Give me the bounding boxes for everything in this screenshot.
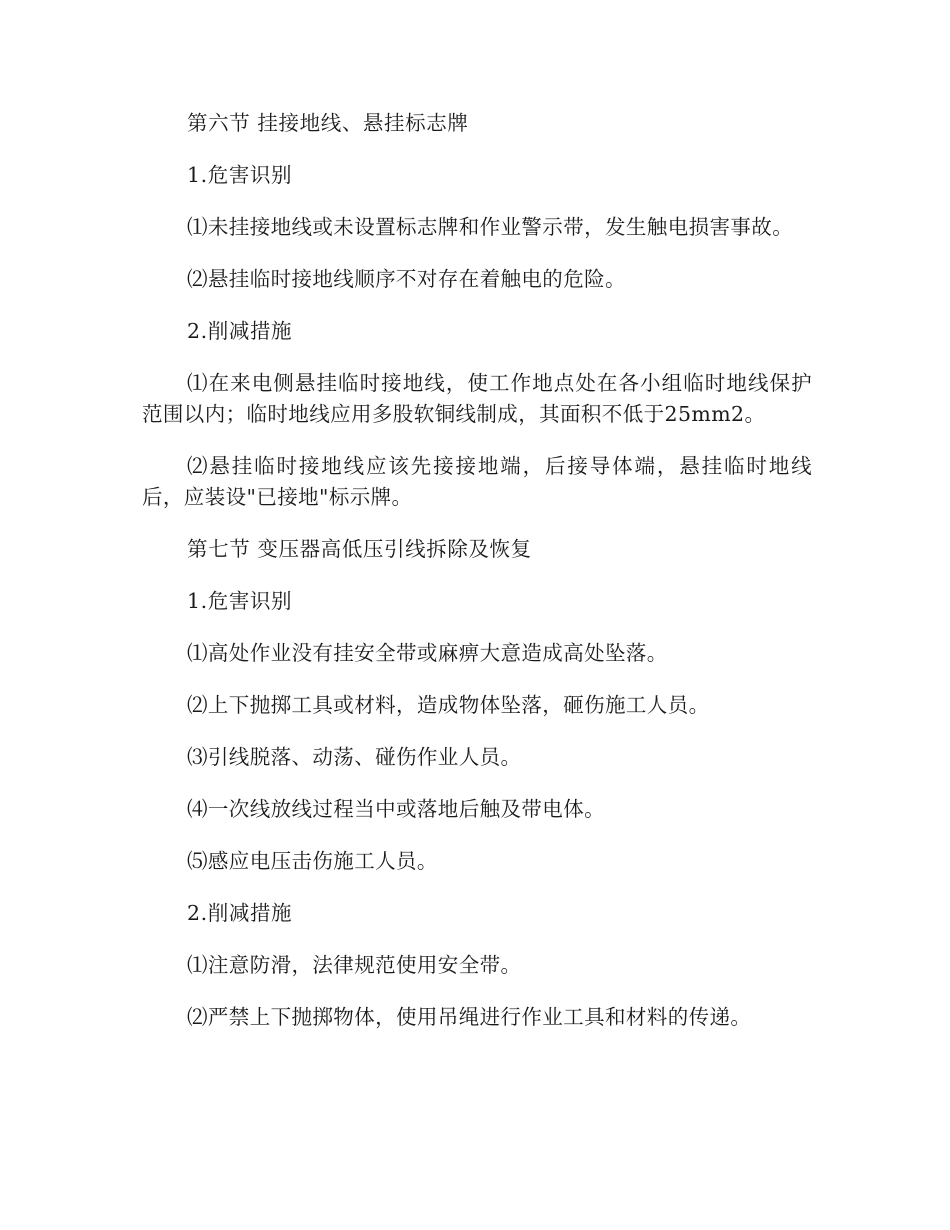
section-6-hazard-item: ⑵悬挂临时接地线顺序不对存在着触电的危险。 <box>187 267 626 291</box>
section-7-measure-item: ⑴注意防滑，法律规范使用安全带。 <box>187 953 522 977</box>
section-7-title: 第七节 变压器高低压引线拆除及恢复 <box>187 537 532 561</box>
section-7-hazard-item: ⑶引线脱落、动荡、碰伤作业人员。 <box>187 745 522 769</box>
section-7-measure-item: ⑵严禁上下抛掷物体，使用吊绳进行作业工具和材料的传递。 <box>187 1005 752 1029</box>
section-6-hazard-heading: 1.危害识别 <box>187 163 293 187</box>
section-7-hazard-item: ⑷一次线放线过程当中或落地后触及带电体。 <box>187 797 605 821</box>
section-7-hazard-heading: 1.危害识别 <box>187 589 293 613</box>
section-7-hazard-item: ⑴高处作业没有挂安全带或麻痹大意造成高处坠落。 <box>187 641 668 665</box>
section-6-measure-item: ⑵悬挂临时接地线应该先接接地端，后接导体端，悬挂临时地线后，应装设"已接地"标示牌。 <box>142 454 812 509</box>
section-7-measure-heading: 2.削减措施 <box>187 901 293 925</box>
section-6-measure-heading: 2.削减措施 <box>187 319 293 343</box>
section-6-hazard-item: ⑴未挂接地线或未设置标志牌和作业警示带，发生触电损害事故。 <box>187 215 794 239</box>
section-6-measure-item: ⑴在来电侧悬挂临时接地线，使工作地点处在各小组临时地线保护范围以内；临时地线应用多股软铜线制成，其面积不低于25mm2。 <box>142 371 812 426</box>
section-7-hazard-item: ⑵上下抛掷工具或材料，造成物体坠落，砸伤施工人员。 <box>187 693 710 717</box>
section-7-hazard-item: ⑸感应电压击伤施工人员。 <box>187 849 438 873</box>
document-body <box>142 108 812 1054</box>
section-6-title: 第六节 挂接地线、悬挂标志牌 <box>187 111 469 135</box>
